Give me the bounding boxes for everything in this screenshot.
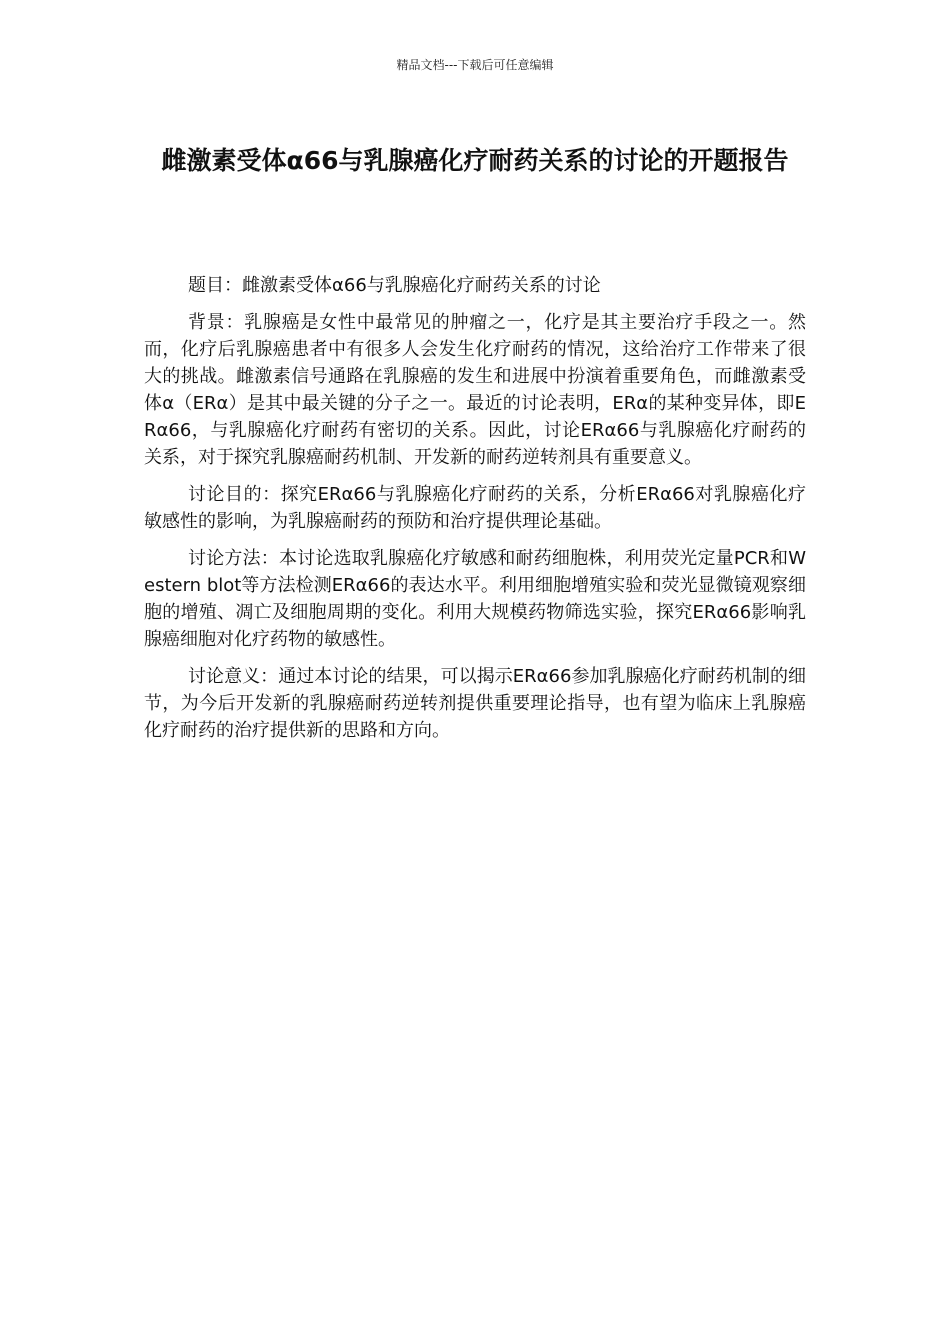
paragraph-topic: 题目：雌激素受体α66与乳腺癌化疗耐药关系的讨论 <box>188 275 601 296</box>
header-note: 精品文档---下载后可任意编辑 <box>396 58 554 72</box>
document-body <box>144 272 806 754</box>
document-title: 雌激素受体α66与乳腺癌化疗耐药关系的讨论的开题报告 <box>161 146 789 175</box>
paragraph-objective: 讨论目的：探究ERα66与乳腺癌化疗耐药的关系，分析ERα66对乳腺癌化疗敏感性的影响，为乳腺癌耐药的预防和治疗提供理论基础。 <box>144 484 806 532</box>
paragraph-significance: 讨论意义：通过本讨论的结果，可以揭示ERα66参加乳腺癌化疗耐药机制的细节，为今后开发新的乳腺癌耐药逆转剂提供重要理论指导，也有望为临床上乳腺癌化疗耐药的治疗提供新的思路和方向。 <box>144 666 806 741</box>
paragraph-background: 背景：乳腺癌是女性中最常见的肿瘤之一，化疗是其主要治疗手段之一。然而，化疗后乳腺癌患者中有很多人会发生化疗耐药的情况，这给治疗工作带来了很大的挑战。雌激素信号通路在乳腺癌的发生和进展中扮演着重要角色，而雌激素受体α（ERα）是其中最关键的分子之一。最近的讨论表明，ERα的某种变异体，即ERα66，与乳腺癌化疗耐药有密切的关系。因此，讨论ERα66与乳腺癌化疗耐药的关系，对于探究乳腺癌耐药机制、开发新的耐药逆转剂具有重要意义。 <box>144 312 806 468</box>
paragraph-methods: 讨论方法：本讨论选取乳腺癌化疗敏感和耐药细胞株，利用荧光定量PCR和Western blot等方法检测ERα66的表达水平。利用细胞增殖实验和荧光显微镜观察细胞的增殖、凋亡及细胞周期的变化。利用大规模药物筛选实验，探究ERα66影响乳腺癌细胞对化疗药物的敏感性。 <box>144 548 806 650</box>
